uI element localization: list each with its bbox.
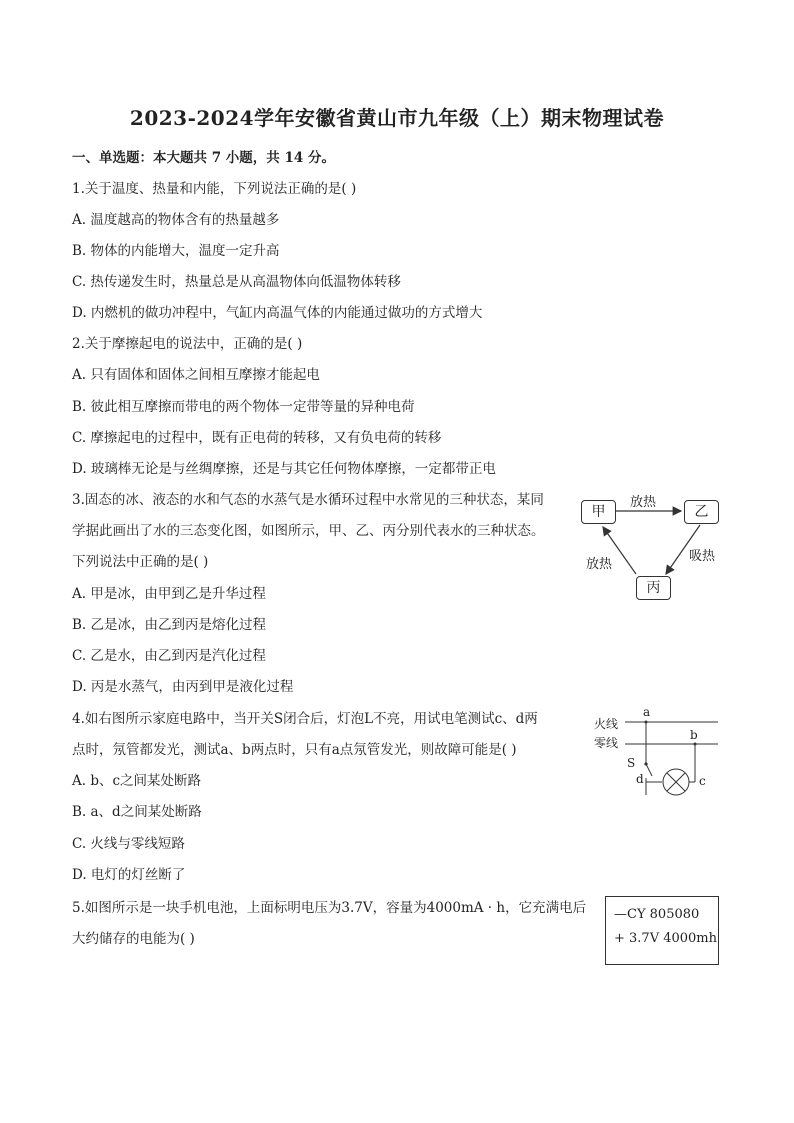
label-switch-s: S (627, 756, 636, 770)
battery-label-figure (605, 896, 719, 965)
label-neutral-wire: 零线 (594, 736, 619, 750)
q3-option-b: B. 乙是冰，由乙到丙是熔化过程 (72, 617, 267, 633)
exam-title: 2023-2024学年安徽省黄山市九年级（上）期末物理试卷 (129, 106, 665, 130)
q4-stem-line2: 点时，氖管都发光，测试a、b两点时，只有a点氖管发光，则故障可能是( ) (72, 742, 517, 758)
q1-option-b: B. 物体的内能增大，温度一定升高 (72, 243, 280, 259)
q4-option-d: D. 电灯的灯丝断了 (72, 867, 186, 883)
q4-option-a: A. b、c之间某处断路 (72, 773, 202, 789)
label-live-wire: 火线 (594, 717, 619, 731)
label-point-b: b (690, 728, 698, 742)
switch-blade (646, 764, 652, 776)
q3-stem-line1: 3.固态的冰、液态的水和气态的水蒸气是水循环过程中水常见的三种状态，某同 (72, 492, 544, 508)
state-yi: 乙 (684, 500, 719, 524)
node-a (645, 721, 648, 724)
q4-stem-line1: 4.如右图所示家庭电路中，当开关S闭合后，灯泡L不亮，用试电笔测试c、d两 (72, 711, 538, 727)
q5-stem-line1: 5.如图所示是一块手机电池，上面标明电压为3.7V，容量为4000mA · h，它充满电后 (72, 900, 587, 916)
label-release-top: 放热 (630, 495, 657, 510)
state-jia: 甲 (581, 500, 616, 524)
q4-option-c: C. 火线与零线短路 (72, 836, 185, 852)
q2-option-b: B. 彼此相互摩擦而带电的两个物体一定带等量的异种电荷 (72, 399, 415, 415)
label-point-c: c (699, 774, 706, 788)
q3-option-d: D. 丙是水蒸气，由丙到甲是液化过程 (72, 679, 294, 695)
q3-option-c: C. 乙是水，由乙到丙是汽化过程 (72, 648, 266, 664)
q2-option-d: D. 玻璃棒无论是与丝绸摩擦，还是与其它任何物体摩擦，一定都带正电 (72, 461, 496, 477)
node-b (694, 743, 697, 746)
label-point-a: a (643, 705, 651, 719)
q1-stem: 1.关于温度、热量和内能，下列说法正确的是( ) (72, 181, 357, 197)
battery-spec: + 3.7V 4000mh (614, 931, 718, 946)
q3-option-a: A. 甲是冰，由甲到乙是升华过程 (72, 586, 266, 602)
q2-option-a: A. 只有固体和固体之间相互摩擦才能起电 (72, 367, 320, 383)
q1-option-c: C. 热传递发生时，热量总是从高温物体向低温物体转移 (72, 274, 401, 290)
q1-option-a: A. 温度越高的物体含有的热量越多 (72, 212, 280, 228)
q3-stem-line3: 下列说法中正确的是( ) (72, 554, 209, 570)
battery-model: —CY 805080 (614, 907, 700, 922)
q3-stem-line2: 学据此画出了水的三态变化图，如图所示，甲、乙、丙分别代表水的三种状态。 (72, 523, 545, 539)
q1-option-d: D. 内燃机的做功冲程中，气缸内高温气体的内能通过做功的方式增大 (72, 305, 483, 321)
label-absorb: 吸热 (689, 549, 716, 564)
switch-pivot (644, 762, 647, 765)
section-heading: 一、单选题：本大题共 7 小题，共 14 分。 (72, 150, 335, 166)
label-point-d: d (636, 772, 644, 786)
q5-stem-line2: 大约储存的电能为( ) (72, 931, 195, 947)
q4-option-b: B. a、d之间某处断路 (72, 804, 202, 820)
q2-option-c: C. 摩擦起电的过程中，既有正电荷的转移，又有负电荷的转移 (72, 430, 442, 446)
label-release-left: 放热 (586, 557, 613, 572)
q2-stem: 2.关于摩擦起电的说法中，正确的是( ) (72, 336, 303, 352)
state-bing: 丙 (636, 576, 671, 600)
